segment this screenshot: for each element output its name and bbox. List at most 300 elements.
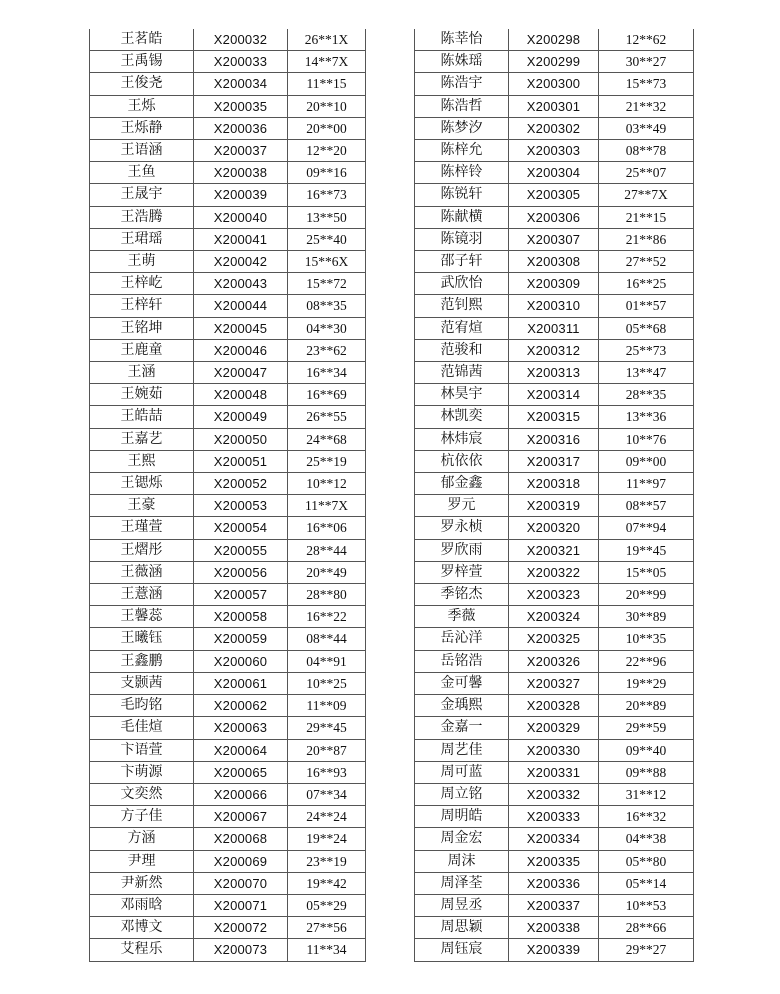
masked-number-cell: 25**73 xyxy=(599,339,694,361)
student-name-cell: 范钊熙 xyxy=(415,295,509,317)
table-row xyxy=(90,606,366,628)
masked-number-cell: 29**27 xyxy=(599,939,694,961)
table-row xyxy=(90,672,366,694)
student-id-cell: X200338 xyxy=(509,917,599,939)
student-name-cell: 王婉茹 xyxy=(90,384,194,406)
table-row xyxy=(90,140,366,162)
masked-number-cell: 09**00 xyxy=(599,450,694,472)
masked-number-cell: 10**35 xyxy=(599,628,694,650)
student-id-cell: X200059 xyxy=(194,628,288,650)
table-row xyxy=(415,561,694,583)
masked-number-cell: 20**00 xyxy=(288,117,366,139)
student-id-cell: X200071 xyxy=(194,894,288,916)
table-row xyxy=(90,628,366,650)
masked-number-cell: 22**96 xyxy=(599,650,694,672)
table-row xyxy=(90,317,366,339)
table-row xyxy=(415,672,694,694)
masked-number-cell: 20**99 xyxy=(599,584,694,606)
right-roster-table xyxy=(414,29,694,962)
student-id-cell: X200043 xyxy=(194,273,288,295)
student-id-cell: X200052 xyxy=(194,473,288,495)
student-id-cell: X200322 xyxy=(509,561,599,583)
table-row xyxy=(90,695,366,717)
student-name-cell: 王鱼 xyxy=(90,162,194,184)
student-id-cell: X200070 xyxy=(194,872,288,894)
student-id-cell: X200312 xyxy=(509,339,599,361)
table-row xyxy=(415,495,694,517)
student-name-cell: 王晟宇 xyxy=(90,184,194,206)
masked-number-cell: 16**06 xyxy=(288,517,366,539)
table-row xyxy=(415,606,694,628)
student-id-cell: X200330 xyxy=(509,739,599,761)
masked-number-cell: 13**47 xyxy=(599,362,694,384)
table-row xyxy=(415,539,694,561)
student-id-cell: X200320 xyxy=(509,517,599,539)
student-id-cell: X200298 xyxy=(509,29,599,51)
table-row xyxy=(415,95,694,117)
student-id-cell: X200066 xyxy=(194,783,288,805)
student-name-cell: 卞萌源 xyxy=(90,761,194,783)
table-row xyxy=(90,162,366,184)
table-row xyxy=(90,650,366,672)
masked-number-cell: 21**15 xyxy=(599,206,694,228)
student-id-cell: X200332 xyxy=(509,783,599,805)
student-id-cell: X200062 xyxy=(194,695,288,717)
student-name-cell: 文奕然 xyxy=(90,783,194,805)
table-row xyxy=(415,584,694,606)
table-row xyxy=(90,73,366,95)
student-id-cell: X200299 xyxy=(509,51,599,73)
table-row xyxy=(90,850,366,872)
student-id-cell: X200046 xyxy=(194,339,288,361)
student-id-cell: X200328 xyxy=(509,695,599,717)
masked-number-cell: 28**66 xyxy=(599,917,694,939)
table-row xyxy=(415,894,694,916)
masked-number-cell: 15**6X xyxy=(288,251,366,273)
table-row xyxy=(415,850,694,872)
student-id-cell: X200072 xyxy=(194,917,288,939)
student-name-cell: 陈献横 xyxy=(415,206,509,228)
masked-number-cell: 23**62 xyxy=(288,339,366,361)
student-id-cell: X200061 xyxy=(194,672,288,694)
student-id-cell: X200047 xyxy=(194,362,288,384)
student-name-cell: 王涵 xyxy=(90,362,194,384)
student-name-cell: 金可馨 xyxy=(415,672,509,694)
student-name-cell: 王薏涵 xyxy=(90,584,194,606)
student-name-cell: 王熠彤 xyxy=(90,539,194,561)
table-row xyxy=(90,29,366,51)
student-id-cell: X200306 xyxy=(509,206,599,228)
table-row xyxy=(415,162,694,184)
student-name-cell: 王皓喆 xyxy=(90,406,194,428)
student-id-cell: X200032 xyxy=(194,29,288,51)
student-name-cell: 王鹿童 xyxy=(90,339,194,361)
table-row xyxy=(90,273,366,295)
masked-number-cell: 09**88 xyxy=(599,761,694,783)
student-name-cell: 王禹锡 xyxy=(90,51,194,73)
table-row xyxy=(90,517,366,539)
student-name-cell: 邵子轩 xyxy=(415,251,509,273)
masked-number-cell: 12**62 xyxy=(599,29,694,51)
masked-number-cell: 11**15 xyxy=(288,73,366,95)
student-id-cell: X200039 xyxy=(194,184,288,206)
student-id-cell: X200069 xyxy=(194,850,288,872)
masked-number-cell: 26**55 xyxy=(288,406,366,428)
student-name-cell: 周金宏 xyxy=(415,828,509,850)
student-name-cell: 王铭坤 xyxy=(90,317,194,339)
student-id-cell: X200055 xyxy=(194,539,288,561)
table-row xyxy=(415,739,694,761)
student-name-cell: 罗欣雨 xyxy=(415,539,509,561)
masked-number-cell: 28**44 xyxy=(288,539,366,561)
masked-number-cell: 03**49 xyxy=(599,117,694,139)
masked-number-cell: 30**27 xyxy=(599,51,694,73)
masked-number-cell: 01**57 xyxy=(599,295,694,317)
table-row xyxy=(90,51,366,73)
student-name-cell: 毛佳煊 xyxy=(90,717,194,739)
student-name-cell: 林凯奕 xyxy=(415,406,509,428)
masked-number-cell: 19**45 xyxy=(599,539,694,561)
student-name-cell: 王嘉艺 xyxy=(90,428,194,450)
student-name-cell: 周可蓝 xyxy=(415,761,509,783)
table-row xyxy=(90,761,366,783)
table-row xyxy=(415,828,694,850)
table-row xyxy=(90,561,366,583)
masked-number-cell: 27**52 xyxy=(599,251,694,273)
student-id-cell: X200327 xyxy=(509,672,599,694)
student-name-cell: 武欣怡 xyxy=(415,273,509,295)
masked-number-cell: 09**16 xyxy=(288,162,366,184)
table-row xyxy=(90,473,366,495)
masked-number-cell: 19**42 xyxy=(288,872,366,894)
masked-number-cell: 20**49 xyxy=(288,561,366,583)
student-name-cell: 岳铭浩 xyxy=(415,650,509,672)
masked-number-cell: 04**30 xyxy=(288,317,366,339)
masked-number-cell: 08**78 xyxy=(599,140,694,162)
student-id-cell: X200321 xyxy=(509,539,599,561)
table-row xyxy=(415,339,694,361)
masked-number-cell: 13**50 xyxy=(288,206,366,228)
table-row xyxy=(415,206,694,228)
table-row xyxy=(415,628,694,650)
student-name-cell: 陈镜羽 xyxy=(415,228,509,250)
student-name-cell: 范骏和 xyxy=(415,339,509,361)
student-id-cell: X200048 xyxy=(194,384,288,406)
table-row xyxy=(90,894,366,916)
masked-number-cell: 31**12 xyxy=(599,783,694,805)
student-name-cell: 王薇涵 xyxy=(90,561,194,583)
student-id-cell: X200051 xyxy=(194,450,288,472)
student-name-cell: 王珺瑶 xyxy=(90,228,194,250)
table-row xyxy=(415,717,694,739)
student-id-cell: X200311 xyxy=(509,317,599,339)
student-name-cell: 罗梓萱 xyxy=(415,561,509,583)
masked-number-cell: 11**34 xyxy=(288,939,366,961)
student-name-cell: 周明皓 xyxy=(415,806,509,828)
student-name-cell: 尹理 xyxy=(90,850,194,872)
masked-number-cell: 20**89 xyxy=(599,695,694,717)
student-id-cell: X200317 xyxy=(509,450,599,472)
table-row xyxy=(90,828,366,850)
masked-number-cell: 05**29 xyxy=(288,894,366,916)
masked-number-cell: 07**94 xyxy=(599,517,694,539)
student-name-cell: 周泽荃 xyxy=(415,872,509,894)
masked-number-cell: 16**69 xyxy=(288,384,366,406)
masked-number-cell: 09**40 xyxy=(599,739,694,761)
masked-number-cell: 27**7X xyxy=(599,184,694,206)
student-name-cell: 邓雨晗 xyxy=(90,894,194,916)
masked-number-cell: 05**14 xyxy=(599,872,694,894)
student-name-cell: 周艺佳 xyxy=(415,739,509,761)
right-table-body xyxy=(415,29,694,961)
student-id-cell: X200305 xyxy=(509,184,599,206)
table-row xyxy=(415,450,694,472)
student-id-cell: X200319 xyxy=(509,495,599,517)
masked-number-cell: 08**44 xyxy=(288,628,366,650)
table-row xyxy=(415,295,694,317)
table-row xyxy=(415,406,694,428)
table-row xyxy=(90,783,366,805)
student-id-cell: X200315 xyxy=(509,406,599,428)
student-id-cell: X200040 xyxy=(194,206,288,228)
masked-number-cell: 16**22 xyxy=(288,606,366,628)
student-id-cell: X200042 xyxy=(194,251,288,273)
table-row xyxy=(90,184,366,206)
student-id-cell: X200314 xyxy=(509,384,599,406)
student-name-cell: 王梓轩 xyxy=(90,295,194,317)
masked-number-cell: 16**73 xyxy=(288,184,366,206)
table-row xyxy=(415,939,694,961)
student-id-cell: X200049 xyxy=(194,406,288,428)
student-name-cell: 陈梓铃 xyxy=(415,162,509,184)
student-id-cell: X200073 xyxy=(194,939,288,961)
student-id-cell: X200334 xyxy=(509,828,599,850)
left-table-body xyxy=(90,29,366,961)
student-id-cell: X200333 xyxy=(509,806,599,828)
masked-number-cell: 28**35 xyxy=(599,384,694,406)
student-id-cell: X200041 xyxy=(194,228,288,250)
masked-number-cell: 14**7X xyxy=(288,51,366,73)
student-id-cell: X200063 xyxy=(194,717,288,739)
student-id-cell: X200034 xyxy=(194,73,288,95)
masked-number-cell: 05**68 xyxy=(599,317,694,339)
student-name-cell: 罗元 xyxy=(415,495,509,517)
table-row xyxy=(90,450,366,472)
student-id-cell: X200054 xyxy=(194,517,288,539)
masked-number-cell: 25**19 xyxy=(288,450,366,472)
student-name-cell: 陈锐轩 xyxy=(415,184,509,206)
student-id-cell: X200335 xyxy=(509,850,599,872)
student-id-cell: X200326 xyxy=(509,650,599,672)
student-id-cell: X200056 xyxy=(194,561,288,583)
masked-number-cell: 12**20 xyxy=(288,140,366,162)
table-row xyxy=(415,184,694,206)
masked-number-cell: 16**32 xyxy=(599,806,694,828)
masked-number-cell: 27**56 xyxy=(288,917,366,939)
student-name-cell: 方子佳 xyxy=(90,806,194,828)
student-id-cell: X200316 xyxy=(509,428,599,450)
student-name-cell: 王梓屹 xyxy=(90,273,194,295)
student-id-cell: X200064 xyxy=(194,739,288,761)
table-row xyxy=(415,650,694,672)
table-row xyxy=(90,872,366,894)
student-id-cell: X200067 xyxy=(194,806,288,828)
student-name-cell: 王瑾萱 xyxy=(90,517,194,539)
masked-number-cell: 16**93 xyxy=(288,761,366,783)
table-row xyxy=(90,584,366,606)
table-row xyxy=(415,228,694,250)
student-name-cell: 陈姝瑶 xyxy=(415,51,509,73)
student-name-cell: 郁金鑫 xyxy=(415,473,509,495)
masked-number-cell: 29**45 xyxy=(288,717,366,739)
masked-number-cell: 25**07 xyxy=(599,162,694,184)
masked-number-cell: 10**25 xyxy=(288,672,366,694)
student-id-cell: X200304 xyxy=(509,162,599,184)
table-row xyxy=(415,761,694,783)
student-name-cell: 林炜宸 xyxy=(415,428,509,450)
table-row xyxy=(90,917,366,939)
student-id-cell: X200050 xyxy=(194,428,288,450)
student-name-cell: 金瑀熙 xyxy=(415,695,509,717)
masked-number-cell: 07**34 xyxy=(288,783,366,805)
masked-number-cell: 29**59 xyxy=(599,717,694,739)
student-name-cell: 王烁 xyxy=(90,95,194,117)
student-name-cell: 季铭杰 xyxy=(415,584,509,606)
student-name-cell: 王萌 xyxy=(90,251,194,273)
student-name-cell: 王馨蕊 xyxy=(90,606,194,628)
table-row xyxy=(90,117,366,139)
masked-number-cell: 16**25 xyxy=(599,273,694,295)
masked-number-cell: 04**38 xyxy=(599,828,694,850)
masked-number-cell: 05**80 xyxy=(599,850,694,872)
student-id-cell: X200323 xyxy=(509,584,599,606)
student-id-cell: X200065 xyxy=(194,761,288,783)
student-id-cell: X200313 xyxy=(509,362,599,384)
student-name-cell: 王锶烁 xyxy=(90,473,194,495)
student-name-cell: 杭依依 xyxy=(415,450,509,472)
masked-number-cell: 15**05 xyxy=(599,561,694,583)
table-row xyxy=(90,495,366,517)
student-id-cell: X200325 xyxy=(509,628,599,650)
table-row xyxy=(90,717,366,739)
masked-number-cell: 08**57 xyxy=(599,495,694,517)
table-row xyxy=(415,317,694,339)
student-name-cell: 陈梓允 xyxy=(415,140,509,162)
student-name-cell: 王鑫鹏 xyxy=(90,650,194,672)
student-id-cell: X200318 xyxy=(509,473,599,495)
table-row xyxy=(90,806,366,828)
masked-number-cell: 10**12 xyxy=(288,473,366,495)
masked-number-cell: 19**29 xyxy=(599,672,694,694)
student-name-cell: 周沫 xyxy=(415,850,509,872)
table-row xyxy=(90,539,366,561)
masked-number-cell: 25**40 xyxy=(288,228,366,250)
student-name-cell: 岳沁洋 xyxy=(415,628,509,650)
table-row xyxy=(90,739,366,761)
student-name-cell: 陈浩哲 xyxy=(415,95,509,117)
student-id-cell: X200300 xyxy=(509,73,599,95)
masked-number-cell: 28**80 xyxy=(288,584,366,606)
masked-number-cell: 26**1X xyxy=(288,29,366,51)
student-id-cell: X200060 xyxy=(194,650,288,672)
masked-number-cell: 16**34 xyxy=(288,362,366,384)
student-id-cell: X200058 xyxy=(194,606,288,628)
masked-number-cell: 19**24 xyxy=(288,828,366,850)
table-row xyxy=(415,140,694,162)
student-id-cell: X200036 xyxy=(194,117,288,139)
student-name-cell: 季薇 xyxy=(415,606,509,628)
student-id-cell: X200301 xyxy=(509,95,599,117)
masked-number-cell: 15**72 xyxy=(288,273,366,295)
student-id-cell: X200038 xyxy=(194,162,288,184)
table-row xyxy=(90,362,366,384)
student-name-cell: 金嘉一 xyxy=(415,717,509,739)
student-name-cell: 王俊尧 xyxy=(90,73,194,95)
masked-number-cell: 10**76 xyxy=(599,428,694,450)
masked-number-cell: 24**68 xyxy=(288,428,366,450)
table-row xyxy=(415,251,694,273)
masked-number-cell: 15**73 xyxy=(599,73,694,95)
table-row xyxy=(415,806,694,828)
student-id-cell: X200309 xyxy=(509,273,599,295)
student-id-cell: X200331 xyxy=(509,761,599,783)
student-name-cell: 王语涵 xyxy=(90,140,194,162)
student-id-cell: X200337 xyxy=(509,894,599,916)
table-row xyxy=(90,406,366,428)
student-id-cell: X200037 xyxy=(194,140,288,162)
student-name-cell: 方涵 xyxy=(90,828,194,850)
student-id-cell: X200336 xyxy=(509,872,599,894)
masked-number-cell: 10**53 xyxy=(599,894,694,916)
student-id-cell: X200307 xyxy=(509,228,599,250)
table-row xyxy=(415,783,694,805)
student-name-cell: 陈浩宇 xyxy=(415,73,509,95)
table-row xyxy=(415,695,694,717)
student-name-cell: 王曦钰 xyxy=(90,628,194,650)
table-row xyxy=(415,428,694,450)
table-row xyxy=(90,384,366,406)
student-id-cell: X200308 xyxy=(509,251,599,273)
table-row xyxy=(415,473,694,495)
student-name-cell: 罗永桢 xyxy=(415,517,509,539)
student-name-cell: 王茗皓 xyxy=(90,29,194,51)
student-name-cell: 林昊宇 xyxy=(415,384,509,406)
table-row xyxy=(90,295,366,317)
masked-number-cell: 21**32 xyxy=(599,95,694,117)
student-name-cell: 陈莘怡 xyxy=(415,29,509,51)
masked-number-cell: 11**7X xyxy=(288,495,366,517)
table-row xyxy=(415,517,694,539)
table-row xyxy=(90,95,366,117)
student-id-cell: X200057 xyxy=(194,584,288,606)
student-name-cell: 王烁静 xyxy=(90,117,194,139)
masked-number-cell: 30**89 xyxy=(599,606,694,628)
table-row xyxy=(90,339,366,361)
student-id-cell: X200303 xyxy=(509,140,599,162)
student-name-cell: 艾程乐 xyxy=(90,939,194,961)
masked-number-cell: 11**09 xyxy=(288,695,366,717)
student-name-cell: 陈梦汐 xyxy=(415,117,509,139)
table-row xyxy=(415,51,694,73)
table-row xyxy=(415,73,694,95)
student-name-cell: 王熙 xyxy=(90,450,194,472)
student-id-cell: X200339 xyxy=(509,939,599,961)
table-row xyxy=(90,206,366,228)
student-name-cell: 周昱丞 xyxy=(415,894,509,916)
table-row xyxy=(90,939,366,961)
masked-number-cell: 04**91 xyxy=(288,650,366,672)
masked-number-cell: 24**24 xyxy=(288,806,366,828)
